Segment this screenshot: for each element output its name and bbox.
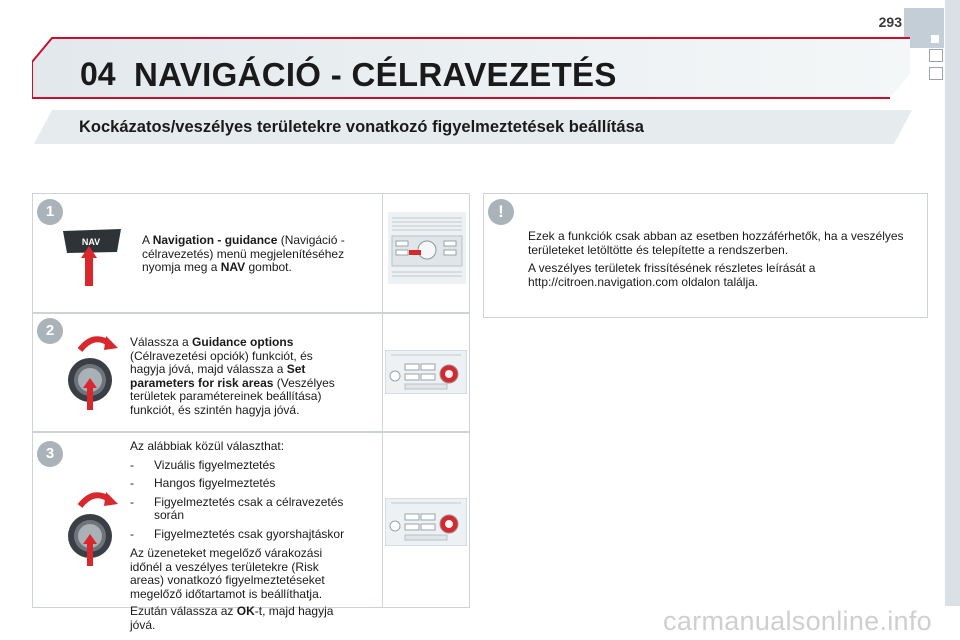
step-3-final-a1: Ezután válassza az xyxy=(130,604,237,618)
radio-panel-illustration-1 xyxy=(388,212,466,284)
step-divider xyxy=(382,194,383,312)
page-edge-strip xyxy=(945,0,960,606)
step-3-intro: Az alábbiak közül választhat: xyxy=(130,439,285,453)
note-text xyxy=(528,230,908,294)
step-1-text-a2: (Navigáció - célravezetés) menü megjelenítéséhez nyomja meg a xyxy=(142,233,345,274)
section-title: Kockázatos/veszélyes területekre vonatkozó figyelmeztetések beállítása xyxy=(79,118,644,136)
step-3-text xyxy=(130,440,348,636)
list-dash: - xyxy=(130,457,134,472)
page-number: 293 xyxy=(878,14,902,30)
step-2-text xyxy=(130,336,345,417)
step-3-paragraph: Az üzeneteket megelőző várakozási időnél a veszélyes területekre (Risk areas) vonatkozó figyelmeztetéseket megelőző időtartamot is beállíthatja. xyxy=(130,546,325,601)
nav-button-illustration xyxy=(61,228,133,288)
radio-panel-illustration-3 xyxy=(385,498,467,546)
note-paragraph-1: Ezek a funkciók csak abban az esetben hozzáférhetők, ha a veszélyes területeket letöltötte és telepítette a rendszerben. xyxy=(528,229,904,257)
step-2-text-b2: Set parameters for risk areas xyxy=(130,362,306,390)
option-label: Vizuális figyelmeztetés xyxy=(154,457,276,472)
step-2-text-a2: (Célravezetési opciók) funkciót, és hagyja jóvá, majd válassza a xyxy=(130,348,313,376)
step-1-badge: 1 xyxy=(37,199,63,225)
nav-button-label: NAV xyxy=(81,237,101,247)
warning-icon: ! xyxy=(488,199,514,225)
note-paragraph-2: A veszélyes területek frissítésének részletes leírását a http://citroen.navigation.com oldalon találja. xyxy=(528,261,816,289)
rotary-knob-illustration-1 xyxy=(64,330,122,410)
side-box-1 xyxy=(929,49,943,62)
option-label: Hangos figyelmeztetés xyxy=(154,476,276,490)
step-1-text-a1: A xyxy=(142,233,153,247)
step-1-text xyxy=(142,234,347,275)
option-item xyxy=(130,496,348,523)
step-2-text-b1: Guidance options xyxy=(192,335,294,349)
watermark: carmanualsonline.info xyxy=(663,606,932,636)
option-list xyxy=(130,459,348,542)
step-2-badge: 2 xyxy=(37,318,63,344)
step-3-final xyxy=(130,605,348,632)
option-item xyxy=(130,477,348,491)
step-1-text-b2: NAV xyxy=(220,260,246,274)
step-3-badge: 3 xyxy=(37,441,63,467)
chapter-number: 04 xyxy=(80,56,116,92)
chapter-title: NAVIGÁCIÓ - CÉLRAVEZETÉS xyxy=(134,56,617,93)
step-1-text-a3: gombot. xyxy=(245,260,292,274)
list-dash: - xyxy=(130,526,134,541)
step-divider xyxy=(382,314,383,431)
step-divider xyxy=(382,433,383,607)
radio-panel-illustration-2 xyxy=(385,350,467,394)
option-item xyxy=(130,459,348,473)
option-label: Figyelmeztetés csak gyorshajtáskor xyxy=(154,526,345,541)
step-3-final-a2: -t, majd hagyja jóvá. xyxy=(130,604,334,632)
list-dash: - xyxy=(130,476,134,490)
page-tab-square xyxy=(931,35,939,43)
list-dash: - xyxy=(130,494,134,509)
side-box-2 xyxy=(929,67,943,80)
option-item xyxy=(130,528,348,542)
step-3-final-b1: OK xyxy=(236,604,255,618)
step-2-text-a3: (Veszélyes területek paramétereinek beállítása) funkciót, és szintén hagyja jóvá. xyxy=(130,375,335,417)
option-label: Figyelmeztetés csak a célravezetés során xyxy=(154,494,344,522)
step-2-text-a1: Válassza a xyxy=(130,335,193,349)
rotary-knob-illustration-2 xyxy=(64,486,122,566)
step-1-text-b1: Navigation - guidance xyxy=(152,233,278,247)
page-corner-tab xyxy=(904,8,944,48)
